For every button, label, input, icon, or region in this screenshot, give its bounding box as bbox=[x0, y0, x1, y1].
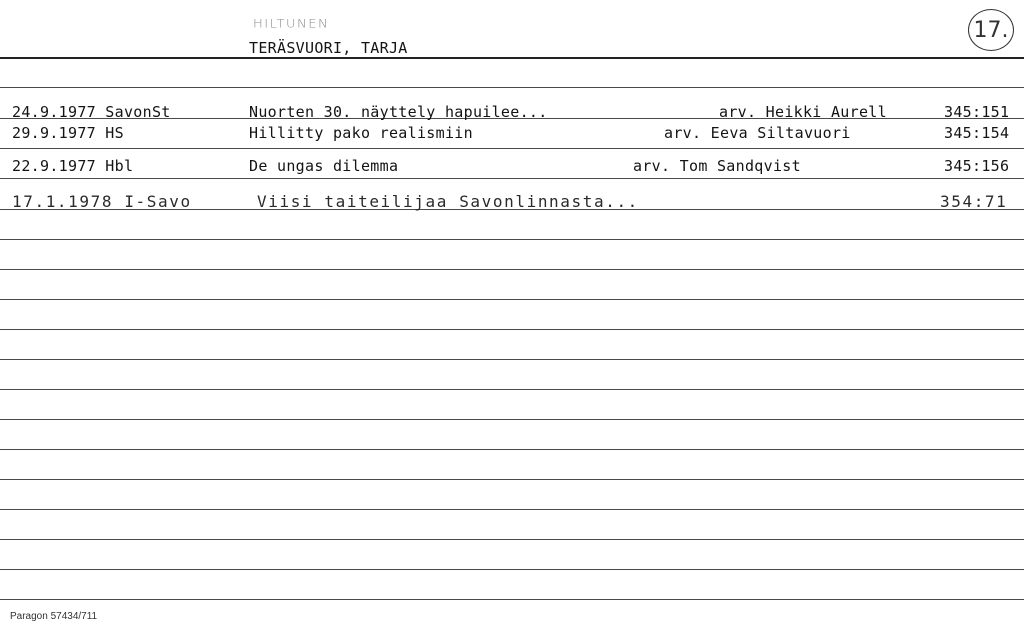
ruled-line bbox=[0, 389, 1024, 390]
ruled-line bbox=[0, 329, 1024, 330]
entry-title: Viisi taiteilijaa Savonlinnasta... bbox=[257, 192, 639, 211]
ruled-line bbox=[0, 239, 1024, 240]
entry-code: 345:154 bbox=[944, 124, 1010, 142]
entry-date-source: 17.1.1978 I-Savo bbox=[12, 192, 192, 211]
ruled-line bbox=[0, 419, 1024, 420]
ruled-line bbox=[0, 539, 1024, 540]
entry-code: 354:71 bbox=[940, 192, 1008, 211]
ruled-line bbox=[0, 479, 1024, 480]
header-rule bbox=[0, 57, 1024, 59]
entry-reviewer: arv. Eeva Siltavuori bbox=[664, 124, 851, 142]
card-number: 17. bbox=[973, 17, 1009, 43]
entry-code: 345:151 bbox=[944, 103, 1010, 121]
ruled-line bbox=[0, 178, 1024, 179]
entry-title: De ungas dilemma bbox=[249, 157, 399, 175]
ruled-line bbox=[0, 599, 1024, 600]
entry-code: 345:156 bbox=[944, 157, 1010, 175]
ruled-line bbox=[0, 449, 1024, 450]
printer-mark: Paragon 57434/711 bbox=[10, 611, 98, 622]
entry-date-source: 22.9.1977 Hbl bbox=[12, 157, 134, 175]
handwritten-note: HILTUNEN bbox=[253, 18, 330, 31]
entry-date-source: 29.9.1977 HS bbox=[12, 124, 124, 142]
ruled-line bbox=[0, 148, 1024, 149]
person-name: TERÄSVUORI, TARJA bbox=[249, 39, 408, 57]
ruled-line bbox=[0, 569, 1024, 570]
entry-title: Nuorten 30. näyttely hapuilee... bbox=[249, 103, 548, 121]
ruled-line bbox=[0, 509, 1024, 510]
ruled-line bbox=[0, 299, 1024, 300]
entry-title: Hillitty pako realismiin bbox=[249, 124, 473, 142]
card-number-circle bbox=[968, 9, 1014, 51]
ruled-line bbox=[0, 359, 1024, 360]
ruled-line bbox=[0, 87, 1024, 88]
ruled-line bbox=[0, 269, 1024, 270]
entry-reviewer: arv. Tom Sandqvist bbox=[633, 157, 801, 175]
entry-reviewer: arv. Heikki Aurell bbox=[719, 103, 887, 121]
entry-date-source: 24.9.1977 SavonSt bbox=[12, 103, 171, 121]
